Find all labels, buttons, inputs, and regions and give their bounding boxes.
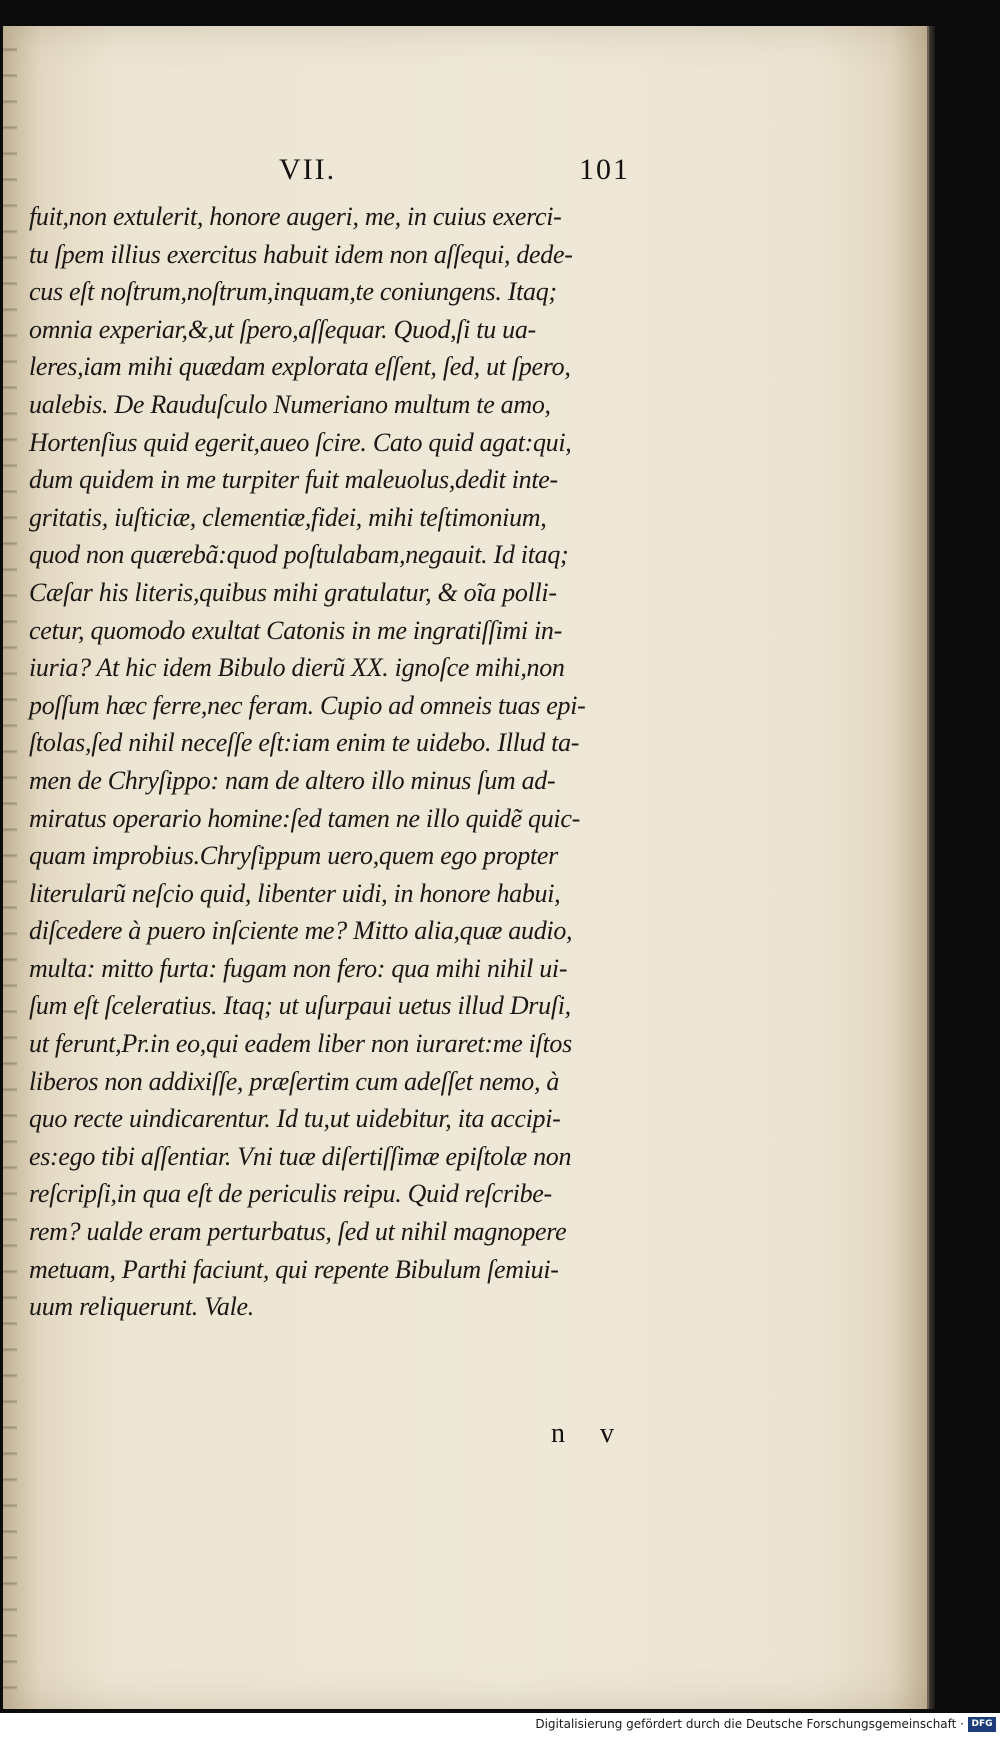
text-line: iuria? At hic idem Bibulo dierũ XX. ignoſce mihi,non — [29, 653, 565, 683]
text-line: cus eſt noſtrum,noſtrum,inquam,te coniungens. Itaq; — [29, 277, 557, 307]
text-line: poſſum hæc ferre,nec feram. Cupio ad omneis tuas epi- — [29, 690, 586, 720]
running-header — [3, 153, 927, 193]
text-line: omnia experiar,&,ut ſpero,aſſequar. Quod,ſi tu ua- — [29, 314, 536, 344]
funding-credit: Digitalisierung gefördert durch die Deutsche Forschungsgemeinschaft · — [535, 1717, 964, 1731]
text-line: men de Chryſippo: nam de altero illo minus ſum ad- — [29, 765, 556, 795]
page-edge-shadow — [929, 26, 935, 1709]
text-line: Hortenſius quid egerit,aueo ſcire. Cato quid agat:qui, — [29, 427, 572, 457]
digitization-footer — [0, 1713, 1000, 1738]
text-line: fuit,non extulerit, honore augeri, me, in cuius exerci- — [29, 202, 562, 231]
signature-mark: n v — [551, 1418, 628, 1449]
text-line: Cæſar his literis,quibus mihi gratulatur, & oĩa polli- — [29, 577, 557, 607]
text-line: cetur, quomodo exultat Catonis in me ingratiſſimi in- — [29, 615, 562, 645]
text-line: gritatis, iuſticiæ, clementiæ,fidei, mihi teſtimonium, — [29, 502, 547, 532]
text-line: es:ego tibi aſſentiar. Vni tuæ diſertiſſimæ epiſtolæ non — [29, 1141, 572, 1171]
text-line: ualebis. De Rauduſculo Numeriano multum te amo, — [29, 389, 551, 419]
text-line: leres,iam mihi quædam explorata eſſent, ſed, ut ſpero, — [29, 352, 571, 382]
text-line: ut ferunt,Pr.in eo,qui eadem liber non iuraret:me iſtos — [29, 1029, 572, 1059]
text-line: ſtolas,ſed nihil neceſſe eſt:iam enim te uidebo. Illud ta- — [29, 728, 580, 758]
letter-text — [29, 198, 669, 1326]
text-line: quam improbius.Chryſippum uero,quem ego propter — [29, 841, 558, 871]
text-line: uum reliquerunt. Vale. — [29, 1292, 254, 1322]
text-line: ſum eſt ſceleratius. Itaq; ut uſurpaui uetus illud Druſi, — [29, 991, 571, 1021]
text-line: rem? ualde eram perturbatus, ſed ut nihil magnopere — [29, 1217, 567, 1247]
dfg-logo-icon: DFG — [968, 1717, 996, 1732]
text-line: miratus operario homine:ſed tamen ne illo quidẽ quic- — [29, 803, 580, 833]
text-line: liberos non addixiſſe, præſertim cum adeſſet nemo, à — [29, 1066, 560, 1096]
text-line: metuam, Parthi faciunt, qui repente Bibulum ſemiui- — [29, 1254, 559, 1284]
text-line: dum quidem in me turpiter fuit maleuolus,dedit inte- — [29, 465, 558, 495]
text-line: reſcripſi,in qua eſt de periculis reipu. Quid reſcribe- — [29, 1179, 552, 1209]
text-line: quo recte uindicarentur. Id tu,ut uidebitur, ita accipi- — [29, 1104, 561, 1134]
text-line: diſcedere à puero inſciente me? Mitto alia,quæ audio, — [29, 916, 573, 946]
text-line: multa: mitto furta: fugam non fero: qua mihi nihil ui- — [29, 953, 568, 983]
text-line: quod non quærebã:quod poſtulabam,negauit. Id itaq; — [29, 540, 569, 570]
book-page — [3, 26, 929, 1709]
section-number: VII. — [279, 153, 337, 186]
gutter-binding — [3, 26, 17, 1709]
page-number: 101 — [579, 153, 630, 186]
text-line: tu ſpem illius exercitus habuit idem non aſſequi, dede- — [29, 239, 573, 269]
text-line: literularũ neſcio quid, libenter uidi, in honore habui, — [29, 878, 561, 908]
